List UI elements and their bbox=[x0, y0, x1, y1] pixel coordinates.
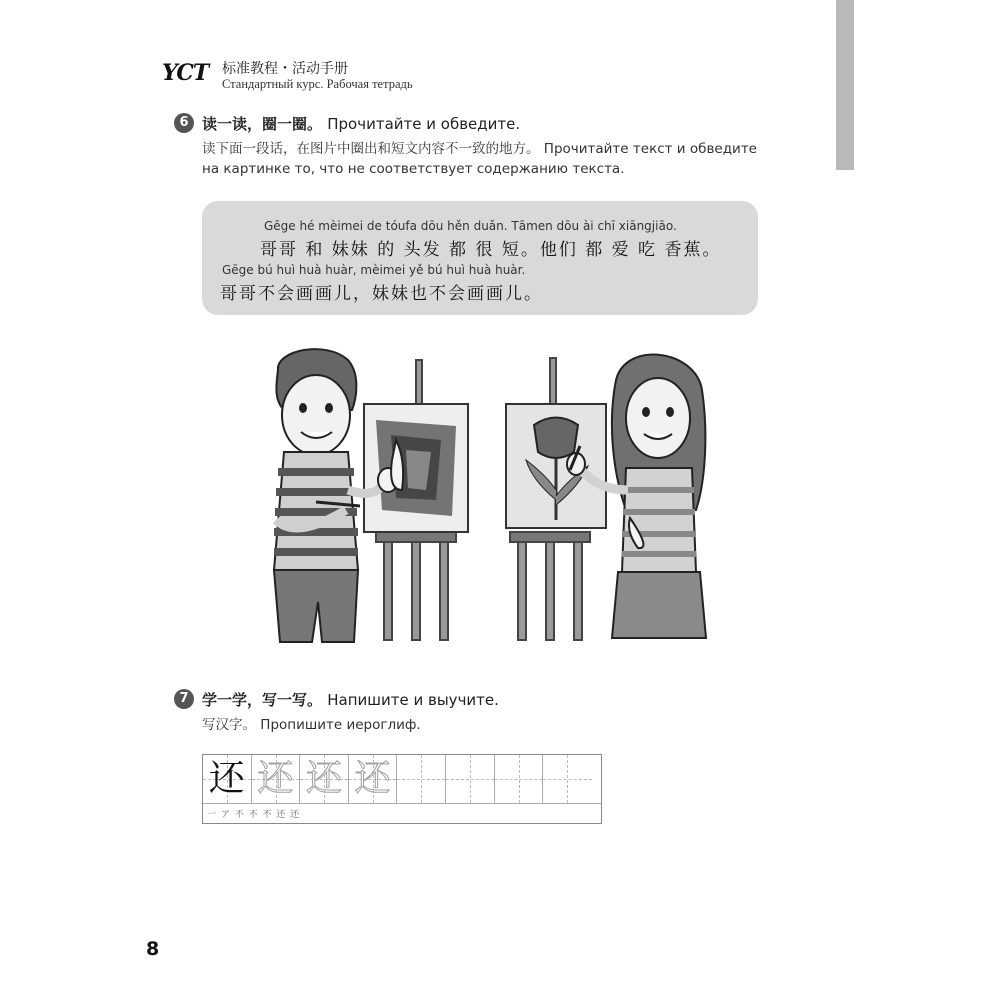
exercise-6-instruction bbox=[202, 139, 802, 179]
writing-cell-model[interactable] bbox=[203, 755, 252, 803]
model-character: 还 bbox=[208, 758, 245, 799]
writing-cell-trace[interactable] bbox=[349, 755, 398, 803]
exercise-6-number: 6 bbox=[174, 113, 194, 133]
exercise-6-title-cn: 读一读，圈一圈。 bbox=[202, 115, 323, 133]
passage-line-2-hanzi: 哥哥不会画画儿，妹妹也不会画画儿。 bbox=[220, 284, 543, 304]
writing-cell-empty[interactable] bbox=[543, 755, 592, 803]
passage-line-1-hanzi: 哥哥 和 妹妹 的 头发 都 很 短。他们 都 爱 吃 香蕉。 bbox=[260, 240, 722, 260]
header-title-ru: Стандартный курс. Рабочая тетрадь bbox=[222, 77, 413, 91]
writing-cell-trace[interactable] bbox=[252, 755, 301, 803]
reading-passage-box bbox=[202, 201, 758, 315]
page-edge-tab bbox=[836, 0, 854, 170]
page-number: 8 bbox=[146, 938, 160, 960]
exercise-7-instruction-cn: 写汉字。 bbox=[202, 717, 256, 733]
writing-cell-trace[interactable] bbox=[300, 755, 349, 803]
stroke-order-row bbox=[203, 803, 601, 824]
exercise-7-title bbox=[202, 689, 499, 710]
exercise-6-instruction-ru-1: Прочитайте текст и обведите bbox=[543, 141, 757, 157]
exercise-6-title-ru: Прочитайте и обведите. bbox=[327, 115, 521, 133]
left-canvas bbox=[364, 404, 468, 532]
exercise-6-instruction-cn: 读下面一段话，在图片中圈出和短文内容不一致的地方。 bbox=[202, 141, 540, 157]
trace-character: 还 bbox=[354, 758, 391, 799]
header-title-cn: 标准教程・活动手册 bbox=[222, 61, 348, 77]
exercise-7-title-cn: 学一学，写一写。 bbox=[202, 691, 323, 709]
writing-cell-empty[interactable] bbox=[446, 755, 495, 803]
passage-line-2-pinyin: Gēge bú huì huà huàr, mèimei yě bú huì huà huàr. bbox=[222, 263, 526, 277]
writing-cell-empty[interactable] bbox=[495, 755, 544, 803]
stroke-order-sequence: 一 ア 不 不 不 还 还 bbox=[207, 810, 301, 820]
exercise-7-number: 7 bbox=[174, 689, 194, 709]
trace-character: 还 bbox=[305, 758, 342, 799]
yct-logo: YCT bbox=[162, 60, 209, 86]
trace-character: 还 bbox=[257, 758, 294, 799]
passage-line-1-pinyin: Gēge hé mèimei de tóufa dōu hěn duǎn. Tāmen dōu ài chī xiāngjiāo. bbox=[264, 219, 677, 233]
writing-cell-empty[interactable] bbox=[397, 755, 446, 803]
exercise-6-instruction-ru-2: на картинке то, что не соответствует содержанию текста. bbox=[202, 161, 625, 177]
right-canvas bbox=[506, 404, 606, 528]
children-painting-illustration bbox=[256, 340, 726, 645]
character-writing-grid bbox=[202, 754, 602, 824]
exercise-7-instruction-ru: Пропишите иероглиф. bbox=[260, 717, 421, 733]
exercise-6-title bbox=[202, 113, 520, 134]
exercise-7-title-ru: Напишите и выучите. bbox=[327, 691, 499, 709]
exercise-7-instruction bbox=[202, 715, 421, 735]
